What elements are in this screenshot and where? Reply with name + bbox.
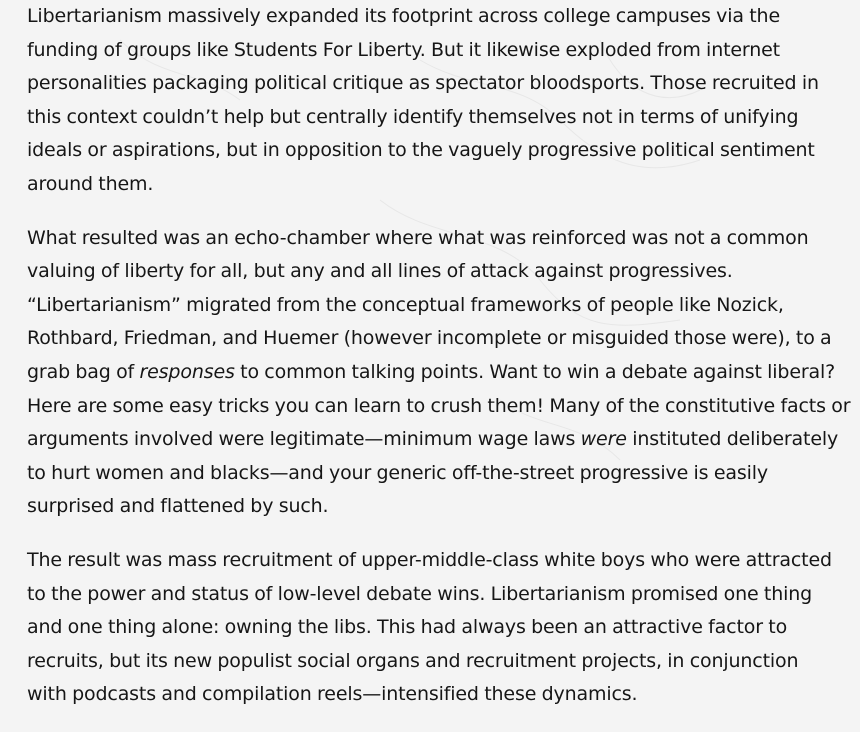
text-line (27, 390, 851, 424)
text-line (27, 255, 843, 289)
text-run: Here are some easy tricks you can learn to crush them! Many of the constitutive facts or (27, 394, 851, 417)
text-run: Rothbard, Friedman, and Huemer (however incomplete or misguided those were), to a (27, 327, 832, 350)
text-run: around them. (27, 172, 154, 195)
text-line (27, 0, 843, 34)
paragraph-2 (27, 222, 851, 524)
text-line (27, 289, 843, 323)
text-line (27, 678, 843, 712)
text-run: with podcasts and compilation reels—intensified these dynamics. (27, 683, 638, 706)
text-run: arguments involved were legitimate—minimum wage laws (27, 428, 581, 451)
text-run: this context couldn’t help but centrally identify themselves not in terms of unifying (27, 105, 799, 128)
text-line (27, 356, 843, 390)
text-run: “Libertarianism” migrated from the conceptual frameworks of people like Nozick, (27, 293, 784, 316)
text-line (27, 67, 843, 101)
article-body (27, 0, 851, 732)
text-run: recruits, but its new populist social organs and recruitment projects, in conjunction (27, 649, 799, 672)
text-run: instituted deliberately (626, 428, 839, 451)
text-run: to the power and status of low-level debate wins. Libertarianism promised one thing (27, 582, 813, 605)
text-line (27, 34, 843, 68)
text-line (27, 222, 843, 256)
text-run: personalities packaging political critique as spectator bloodsports. Those recruited in (27, 72, 819, 95)
text-line (27, 578, 843, 612)
emphasis-responses: responses (139, 360, 235, 383)
text-run: grab bag of (27, 360, 140, 383)
text-run: The result was mass recruitment of upper-middle-class white boys who were attracted (27, 548, 832, 571)
text-line (27, 645, 843, 679)
emphasis-were: were (580, 428, 627, 451)
text-line (27, 544, 843, 578)
text-run: to common talking points. Want to win a debate against liberal? (234, 360, 836, 383)
text-line (27, 101, 843, 135)
text-run: valuing of liberty for all, but any and all lines of attack against progressives. (27, 260, 733, 283)
text-line (27, 423, 843, 457)
text-line (27, 490, 843, 524)
text-run: to hurt women and blacks—and your generic off-the-street progressive is easily (27, 461, 768, 484)
text-line (27, 134, 843, 168)
text-run: funding of groups like Students For Liberty. But it likewise exploded from internet (27, 38, 780, 61)
paragraph-1 (27, 0, 843, 202)
text-line (27, 168, 843, 202)
text-run: surprised and flattened by such. (27, 495, 329, 518)
text-line (27, 457, 843, 491)
text-run: What resulted was an echo-chamber where what was reinforced was not a common (27, 226, 809, 249)
text-line (27, 611, 843, 645)
text-run: and one thing alone: owning the libs. This had always been an attractive factor to (27, 616, 788, 639)
text-run: Libertarianism massively expanded its footprint across college campuses via the (27, 5, 780, 27)
text-run: ideals or aspirations, but in opposition to the vaguely progressive political sentiment (27, 139, 815, 162)
paragraph-3 (27, 544, 843, 712)
text-line (27, 322, 843, 356)
